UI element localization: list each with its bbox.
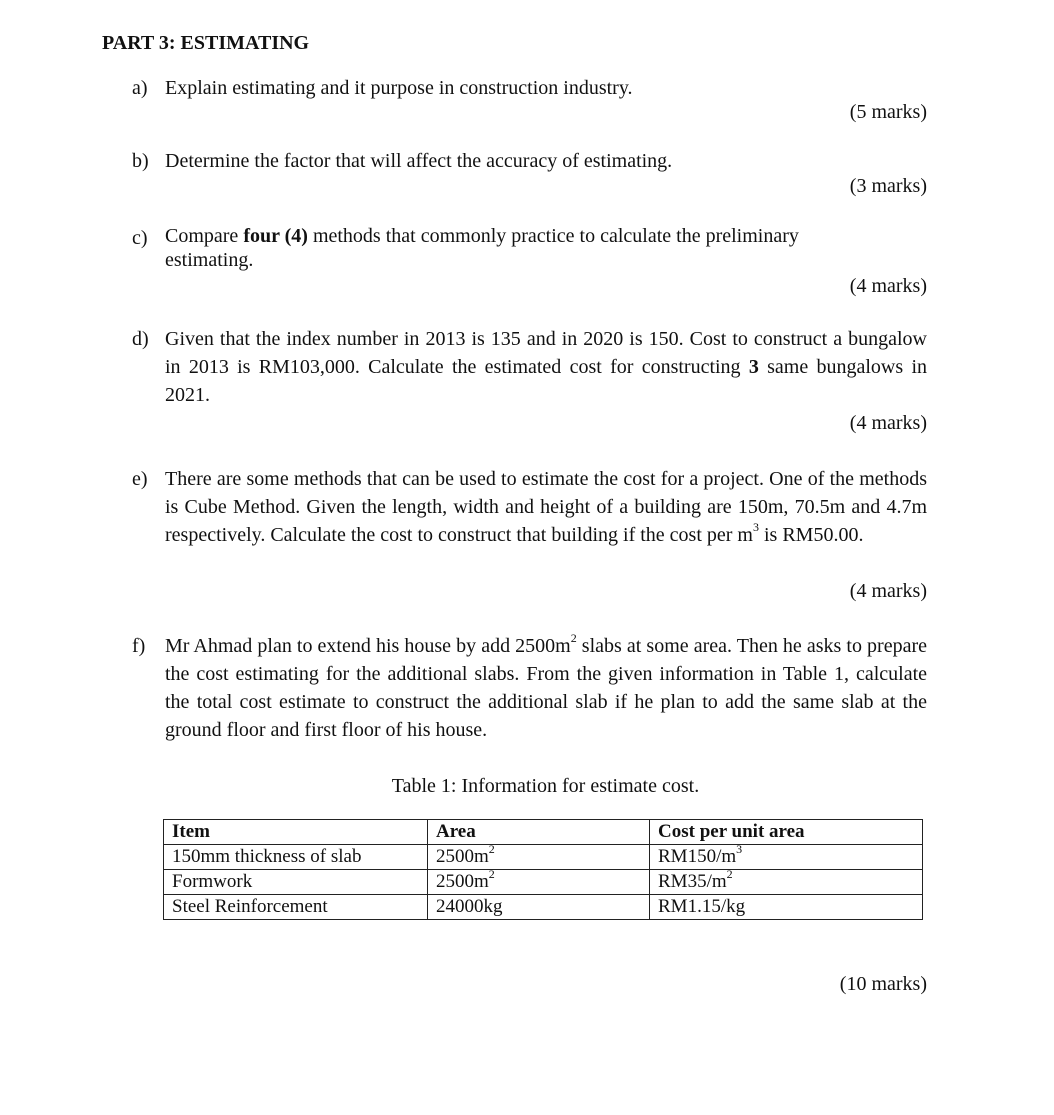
question-b: [132, 147, 927, 175]
cell-value: 2500m: [436, 846, 489, 867]
cell-item: 150mm thickness of slab: [164, 845, 428, 870]
cell-area: [428, 895, 650, 920]
question-letter: b): [132, 150, 149, 172]
superscript: 3: [736, 841, 743, 856]
column-header-area: Area: [428, 820, 650, 845]
question-a: [132, 74, 927, 102]
table-header-row: [164, 820, 923, 845]
cell-cost: [650, 895, 923, 920]
cell-item: Formwork: [164, 870, 428, 895]
text-part: methods that commonly practice to calculate the preliminary estimating.: [165, 225, 799, 271]
question-text: [165, 325, 927, 409]
question-letter: f): [132, 635, 146, 657]
question-d: [132, 325, 927, 409]
cell-value: 24000kg: [436, 896, 503, 917]
marks-d: (4 marks): [849, 412, 927, 434]
question-text: Determine the factor that will affect the accuracy of estimating.: [165, 150, 673, 172]
superscript: 3: [752, 520, 759, 535]
question-e: [132, 465, 927, 549]
question-text: Explain estimating and it purpose in construction industry.: [165, 77, 633, 99]
cell-cost: [650, 841, 923, 870]
question-text: [165, 224, 855, 272]
question-letter: d): [132, 328, 149, 350]
superscript: 2: [488, 841, 495, 856]
superscript: 2: [570, 631, 577, 646]
superscript: 2: [726, 866, 733, 881]
question-f: [132, 632, 927, 744]
marks-e: (4 marks): [849, 580, 927, 602]
marks-c: (4 marks): [849, 275, 927, 297]
text-part: Mr Ahmad plan to extend his house by add 2500m: [165, 635, 571, 657]
cell-value: 2500m: [436, 871, 489, 892]
text-part: Compare: [165, 225, 244, 247]
question-letter: c): [132, 227, 148, 249]
marks-a: (5 marks): [849, 101, 927, 123]
cell-value: RM1.15/kg: [658, 896, 746, 917]
cell-value: RM150/m: [658, 846, 737, 867]
emphasis-text: 3: [748, 356, 759, 378]
cell-value: RM35/m: [658, 871, 727, 892]
cell-area: [428, 866, 650, 895]
question-c: [132, 224, 927, 272]
question-letter: a): [132, 77, 148, 99]
text-part: same bungalows in 2021.: [165, 356, 928, 406]
question-text: [165, 465, 927, 549]
table-caption: Table 1: Information for estimate cost.: [391, 775, 700, 797]
emphasis-text: four (4): [243, 225, 308, 247]
page-title: PART 3: ESTIMATING: [102, 32, 310, 54]
marks-f: (10 marks): [839, 973, 927, 995]
text-part: slabs at some area. Then he asks to prepare the cost estimating for the additional slabs. From the given information in Table 1, calculate the total cost estimate to construct the additional slab if he plan to add the same slab at the ground floor and first floor of his house.: [165, 635, 927, 741]
question-text: [165, 632, 927, 744]
superscript: 2: [488, 866, 495, 881]
table-row: [164, 870, 923, 895]
text-part: is RM50.00.: [758, 524, 864, 546]
table-row: [164, 845, 923, 870]
question-letter: e): [132, 468, 148, 490]
column-header-cost: Cost per unit area: [650, 820, 923, 845]
text-part: Given that the index number in 2013 is 135 and in 2020 is 150. Cost to construct a bungalow in 2013 is RM103,000. Calculate the estimated cost for constructing: [165, 328, 927, 378]
table-row: [164, 895, 923, 920]
column-header-item: Item: [164, 820, 428, 845]
marks-b: (3 marks): [849, 175, 927, 197]
text-part: There are some methods that can be used to estimate the cost for a project. One of the methods is Cube Method. Given the length, width and height of a building are 150m, 70.5m and 4.7m respectively. Calculate the cost to construct that building if the cost per m: [165, 468, 927, 546]
cell-item: Steel Reinforcement: [164, 895, 428, 920]
cell-area: [428, 841, 650, 870]
cell-cost: [650, 866, 923, 895]
info-table: [163, 819, 923, 920]
